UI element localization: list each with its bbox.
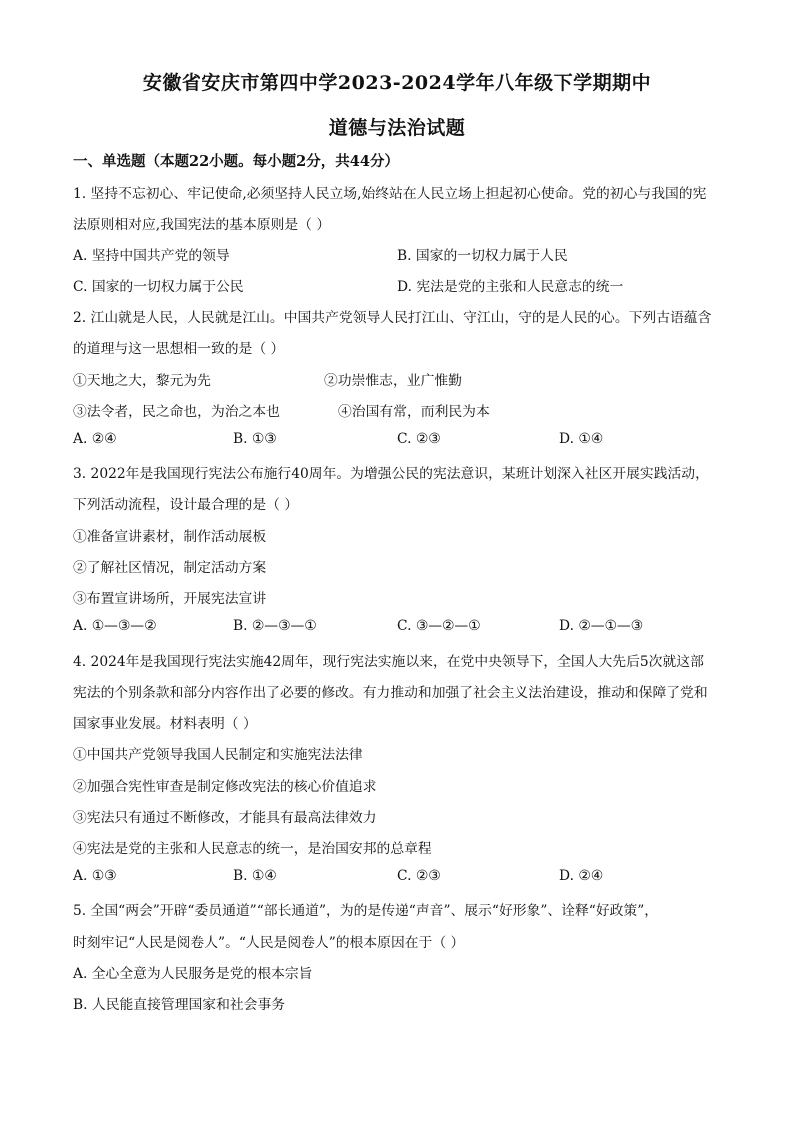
q1-option-d: D. 宪法是党的主张和人民意志的统一 (397, 279, 624, 295)
exam-title-line2: 道德与法治试题 (328, 117, 466, 139)
q2-stem-line2: 的道理与这一思想相一致的是（ ） (73, 341, 285, 357)
q2-item-3: ③法令者，民之命也，为治之本也 (73, 404, 280, 420)
q4-item-1: ①中国共产党领导我国人民制定和实施宪法法律 (73, 747, 363, 763)
q1-option-c: C. 国家的一切权力属于公民 (73, 279, 244, 295)
q3-option-b: B. ②—③—① (233, 618, 317, 634)
q3-item-1: ①准备宣讲素材，制作活动展板 (73, 529, 267, 545)
q3-option-a: A. ①—③—② (73, 618, 157, 634)
q3-option-c: C. ③—②—① (397, 618, 481, 634)
q4-stem-line2: 宪法的个别条款和部分内容作出了必要的修改。有力推动和加强了社会主义法治建设，推动和保障了党和 (73, 685, 708, 701)
q4-stem-line1: 4. 2024年是我国现行宪法实施42周年，现行宪法实施以来，在党中央领导下，全国人大先后5次就这部 (73, 654, 704, 670)
q4-option-b: B. ①④ (233, 868, 277, 884)
q4-item-3: ③宪法只有通过不断修改，才能具有最高法律效力 (73, 810, 377, 826)
q5-option-b: B. 人民能直接管理国家和社会事务 (73, 997, 286, 1013)
q4-item-2: ②加强合宪性审查是制定修改宪法的核心价值追求 (73, 779, 377, 795)
q3-stem-line1: 3. 2022年是我国现行宪法公布施行40周年。为增强公民的宪法意识，某班计划深入社区开展实践活动， (73, 466, 709, 482)
q1-stem-line1: 1. 坚持不忘初心、牢记使命,必须坚持人民立场,始终站在人民立场上担起初心使命。党的初心与我国的宪 (73, 186, 707, 202)
q4-option-a: A. ①③ (73, 868, 117, 884)
q3-item-3: ③布置宣讲场所，开展宪法宣讲 (73, 591, 267, 607)
q4-option-c: C. ②③ (397, 868, 441, 884)
q2-option-c: C. ②③ (397, 431, 441, 447)
q5-option-a: A. 全心全意为人民服务是党的根本宗旨 (73, 966, 313, 982)
section-heading: 一、单选题（本题22小题。每小题2分，共44分） (73, 153, 399, 170)
q2-stem-line1: 2. 江山就是人民，人民就是江山。中国共产党领导人民打江山、守江山，守的是人民的心。下列古语蕴含 (73, 310, 712, 326)
q4-item-4: ④宪法是党的主张和人民意志的统一，是治国安邦的总章程 (73, 841, 432, 857)
q2-option-d: D. ①④ (559, 431, 604, 447)
q5-stem-line1: 5. 全国“两会”开辟“委员通道”“部长通道”，为的是传递“声音”、展示“好形象”、诠释“好政策”， (73, 903, 659, 919)
exam-title-line1: 安徽省安庆市第四中学2023-2024学年八年级下学期期中 (142, 72, 652, 94)
q5-stem-line2: 时刻牢记“人民是阅卷人”。“人民是阅卷人”的根本原因在于（ ） (73, 935, 465, 951)
q3-option-d: D. ②—①—③ (559, 618, 644, 634)
q4-option-d: D. ②④ (559, 868, 604, 884)
q4-stem-line3: 国家事业发展。材料表明（ ） (73, 716, 257, 732)
q2-option-b: B. ①③ (233, 431, 277, 447)
q2-item-1: ①天地之大，黎元为先 (73, 373, 211, 389)
q1-option-a: A. 坚持中国共产党的领导 (73, 248, 230, 264)
q2-item-4: ④治国有常，而利民为本 (338, 404, 490, 420)
q3-item-2: ②了解社区情况，制定活动方案 (73, 560, 267, 576)
q2-option-a: A. ②④ (73, 431, 117, 447)
q1-stem-line2: 法原则相对应,我国宪法的基本原则是（ ） (73, 217, 331, 233)
q2-item-2: ②功崇惟志，业广惟勤 (324, 373, 462, 389)
q3-stem-line2: 下列活动流程，设计最合理的是（ ） (73, 497, 299, 513)
q1-option-b: B. 国家的一切权力属于人民 (397, 248, 568, 264)
